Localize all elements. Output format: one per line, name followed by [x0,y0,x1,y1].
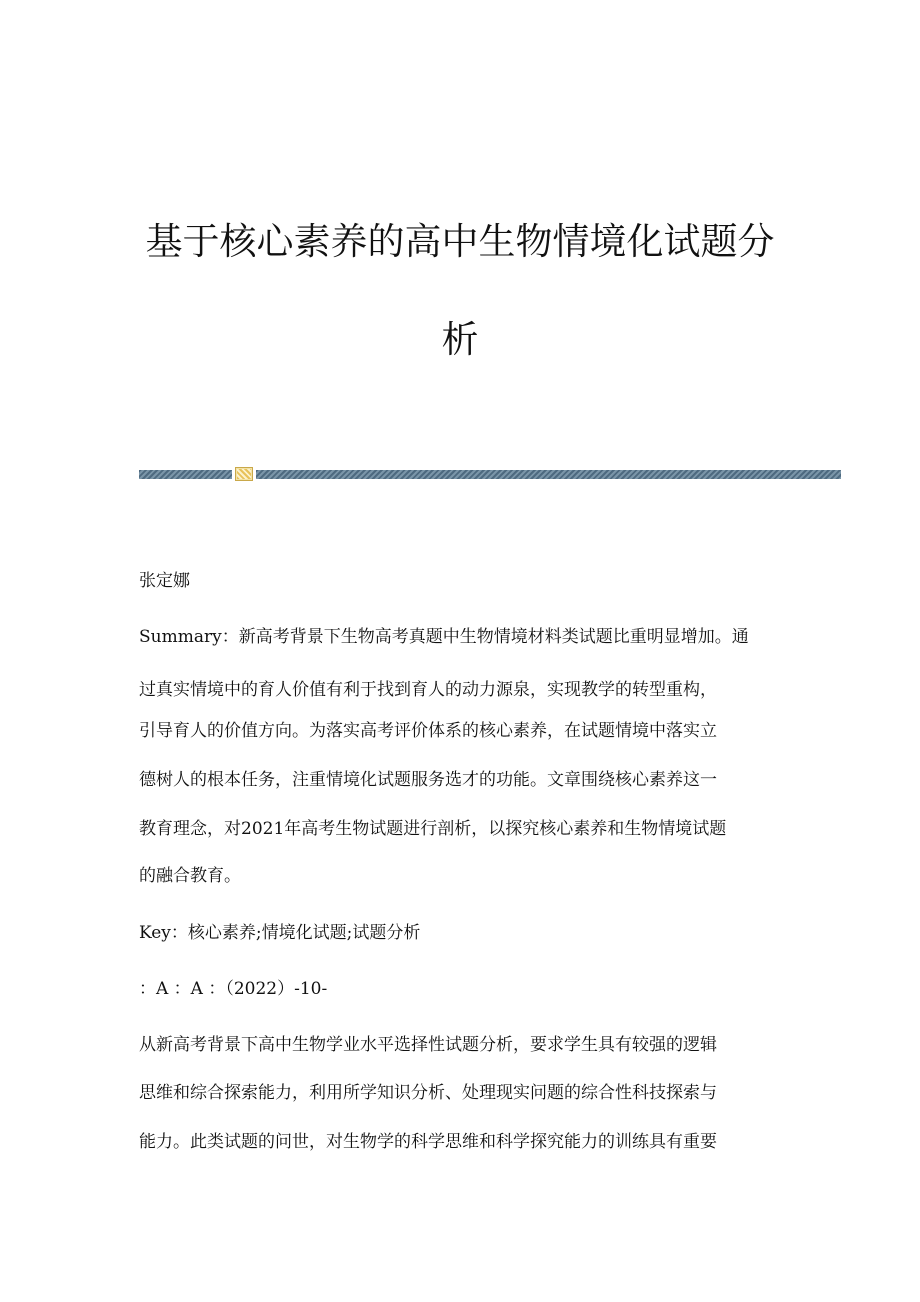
document-title-line-1: 基于核心素养的高中生物情境化试题分 [145,220,775,263]
body-line: 从新高考背景下高中生物学业水平选择性试题分析，要求学生具有较强的逻辑 [139,1035,717,1055]
summary-line: 的融合教育。 [139,866,241,886]
keywords-line: Key：核心素养;情境化试题;试题分析 [139,923,421,943]
classification-meta-line: ：A ：A ：（2022）-10- [139,979,328,999]
summary-line: 教育理念，对2021年高考生物试题进行剖析，以探究核心素养和生物情境试题 [139,819,727,839]
body-line: 思维和综合探索能力，利用所学知识分析、处理现实问题的综合性科技探索与 [139,1083,717,1103]
summary-line: 引导育人的价值方向。为落实高考评价体系的核心素养，在试题情境中落实立 [139,721,717,741]
author-name: 张定娜 [139,571,190,591]
document-title-line-2: 析 [441,318,479,361]
summary-line: 德树人的根本任务，注重情境化试题服务选才的功能。文章围绕核心素养这一 [139,770,717,790]
summary-line: 过真实情境中的育人价值有利于找到育人的动力源泉，实现教学的转型重构， [139,680,717,700]
divider-ornament-icon [235,467,253,481]
body-line: 能力。此类试题的问世，对生物学的科学思维和科学探究能力的训练具有重要 [139,1132,717,1152]
title-divider-left [139,470,232,479]
summary-line: Summary：新高考背景下生物高考真题中生物情境材料类试题比重明显增加。通 [139,627,749,647]
title-divider-right [256,470,841,479]
